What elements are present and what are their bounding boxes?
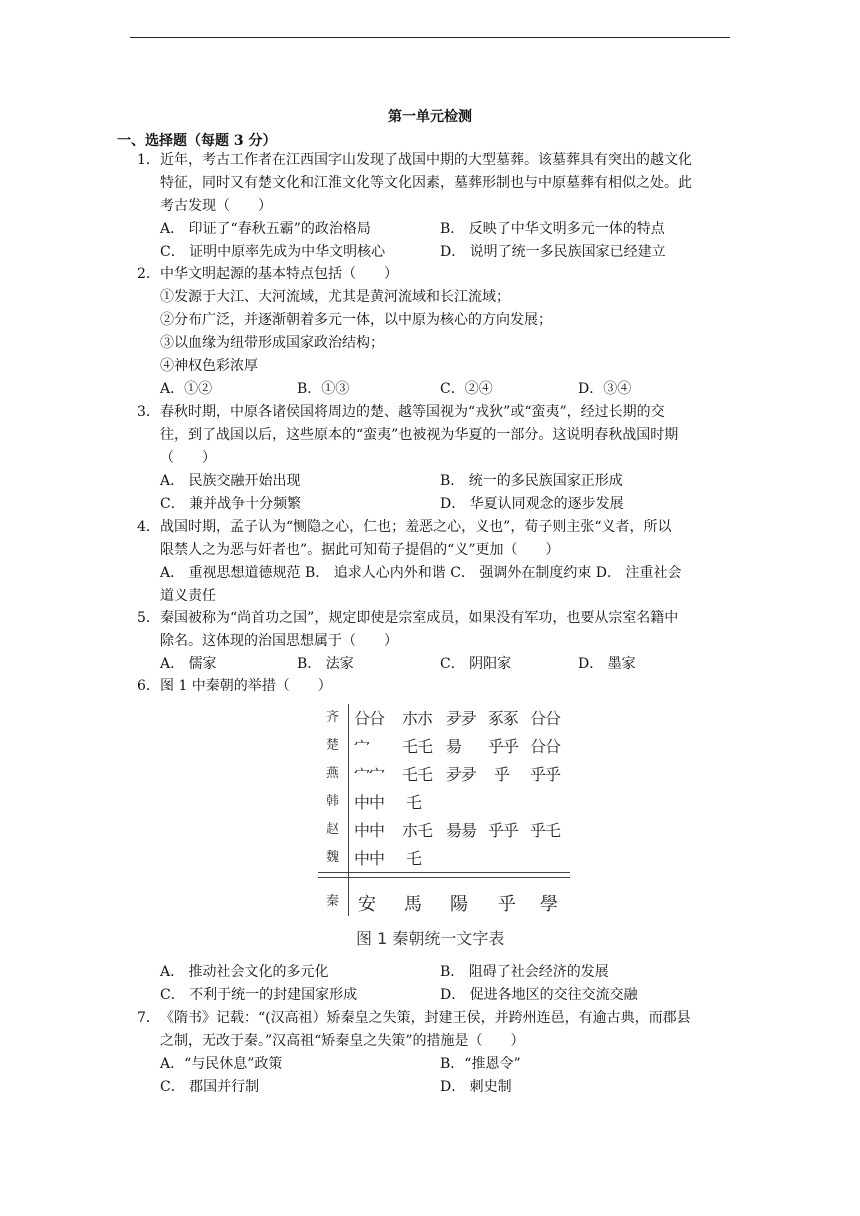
option-c[interactable]: C． 不利于统一的封建国家形成 [160,987,358,1003]
option-a[interactable]: A． 推动社会文化的多元化 [160,964,329,980]
script-glyph: 中中 [354,821,385,840]
question-number: 4． [137,519,160,535]
question-text-line: 之制，无改于秦。”汉高祖“矫秦皇之失策”的措施是（ ） [160,1033,525,1049]
script-glyph: 乎 [494,765,510,784]
figure-row [318,846,570,872]
figure-row [318,734,570,760]
script-glyph: 宀宀 [354,765,385,784]
figure-row [318,706,570,732]
script-glyph: 乇乇 [402,737,433,756]
question-text-line: ②分布广泛，并逐渐朝着多元一体，以中原为核心的方向发展； [160,312,552,328]
script-glyph: 㕣㕣 [530,709,561,728]
state-label: 燕 [326,766,340,781]
option-d[interactable]: D． 墨家 [578,656,636,672]
question-text-line: （ ） [160,450,216,466]
option-a[interactable]: A． 印证了“春秋五霸”的政治格局 [160,221,371,237]
script-glyph: 昜 [446,737,462,756]
question-number: 1． [137,152,160,168]
question-number: 5． [137,610,160,626]
script-glyph: 㕣㕣 [530,737,561,756]
script-glyph: 乎乎 [488,821,519,840]
option-d[interactable]: D．③④ [578,381,632,397]
option-d[interactable]: D． 刺史制 [440,1079,512,1095]
state-label: 秦 [326,894,340,909]
state-label: 楚 [326,738,340,753]
character-table-figure [318,700,570,950]
question-number: 7． [137,1010,160,1026]
script-glyph: 中中 [354,793,385,812]
question-options-line: 道义责任 [160,588,216,604]
figure-row [318,762,570,788]
option-c[interactable]: C．②④ [440,381,493,397]
script-glyph: 中中 [354,849,385,868]
option-d[interactable]: D． 促进各地区的交往交流交融 [440,987,638,1003]
option-b[interactable]: B． 法家 [297,656,354,672]
question-text-line: 限禁人之为恶与奸者也”。据此可知荀子提倡的“义”更加（ ） [160,542,560,558]
option-c[interactable]: C． 兼并战争十分频繁 [160,496,302,512]
script-glyph: 夛夛 [446,709,477,728]
option-d[interactable]: D． 说明了统一多民族国家已经建立 [440,244,666,260]
figure-divider [318,872,570,873]
figure-row [318,818,570,844]
question-number: 6． [137,678,160,694]
state-label: 韩 [326,794,340,809]
question-number: 2． [137,266,160,282]
script-glyph: 陽 [450,894,467,915]
state-label: 魏 [326,850,340,865]
option-a[interactable]: A．①② [160,381,213,397]
option-b[interactable]: B．①③ [297,381,350,397]
state-label: 齐 [326,710,340,725]
script-glyph: 夛夛 [446,765,477,784]
option-c[interactable]: C． 阴阳家 [440,656,512,672]
script-glyph: 學 [540,894,557,915]
question-options-line[interactable]: A． 重视思想道德规范 B． 追求人心内外和谐 C． 强调外在制度约束 D． 注重社会 [160,565,682,581]
script-glyph: 乎乎 [488,737,519,756]
option-b[interactable]: B．“推恩令” [440,1056,521,1072]
script-glyph: 安 [358,894,375,915]
question-text-line: ④神权色彩浓厚 [160,358,258,374]
question-text-line: 战国时期，孟子认为“恻隐之心，仁也；羞恶之心，义也”，荀子则主张“义者，所以 [160,519,672,535]
question-text-line: 近年，考古工作者在江西国字山发现了战国中期的大型墓葬。该墓葬具有突出的越文化 [160,152,692,168]
section-heading: 一、选择题（每题 3 分） [117,133,277,149]
option-a[interactable]: A．“与民休息”政策 [160,1056,283,1072]
question-text-line: 特征，同时又有楚文化和江淮文化等文化因素，墓葬形制也与中原墓葬有相似之处。此 [160,175,692,191]
question-number: 3． [137,404,160,420]
option-a[interactable]: A． 民族交融开始出现 [160,473,301,489]
question-text-line: 除名。这体现的治国思想属于（ ） [160,633,398,649]
question-text-line: 《隋书》记载：“(汉高祖）矫秦皇之失策，封建王侯，并跨州连邑，有逾古典，而郡县 [160,1010,691,1026]
script-glyph: 乇 [406,849,422,868]
script-glyph: 豖豖 [488,709,519,728]
script-glyph: 乎乇 [530,821,561,840]
question-text-line: ①发源于大江、大河流域，尤其是黄河流域和长江流域； [160,289,510,305]
figure-row [318,790,570,816]
header-rule [130,37,730,38]
script-glyph: 昜昜 [446,821,477,840]
option-b[interactable]: B． 阻碍了社会经济的发展 [440,964,609,980]
question-text-line: 图 1 中秦朝的举措（ ） [160,678,332,694]
option-c[interactable]: C． 证明中原率先成为中华文明核心 [160,244,386,260]
script-glyph: 乇 [406,793,422,812]
script-glyph: 乇乇 [402,765,433,784]
script-glyph: 乎乎 [530,765,561,784]
option-b[interactable]: B． 反映了中华文明多元一体的特点 [440,221,665,237]
script-glyph: 朩乇 [402,821,433,840]
question-text-line: 秦国被称为“尚首功之国”，规定即使是宗室成员，如果没有军功，也要从宗室名籍中 [160,610,679,626]
question-text-line: 春秋时期，中原各诸侯国将周边的楚、越等国视为“戎狄”或“蛮夷”，经过长期的交 [160,404,665,420]
figure-caption: 图 1 秦朝统一文字表 [356,929,505,948]
script-glyph: 㕣㕣 [354,709,385,728]
script-glyph: 乎 [498,894,515,915]
script-glyph: 朩朩 [402,709,433,728]
option-b[interactable]: B． 统一的多民族国家正形成 [440,473,623,489]
question-text-line: 中华文明起源的基本特点包括（ ） [160,266,398,282]
question-text-line: 考古发现（ ） [160,198,272,214]
page-title: 第一单元检测 [388,109,472,125]
state-label: 赵 [326,822,340,837]
script-glyph: 宀 [354,737,370,756]
figure-divider [318,877,570,878]
option-c[interactable]: C． 郡国并行制 [160,1079,260,1095]
option-a[interactable]: A． 儒家 [160,656,217,672]
figure-row [318,890,570,916]
script-glyph: 馬 [404,894,421,915]
question-text-line: 往，到了战国以后，这些原本的“蛮夷”也被视为华夏的一部分。这说明春秋战国时期 [160,427,679,443]
option-d[interactable]: D． 华夏认同观念的逐步发展 [440,496,624,512]
question-text-line: ③以血缘为纽带形成国家政治结构； [160,335,384,351]
